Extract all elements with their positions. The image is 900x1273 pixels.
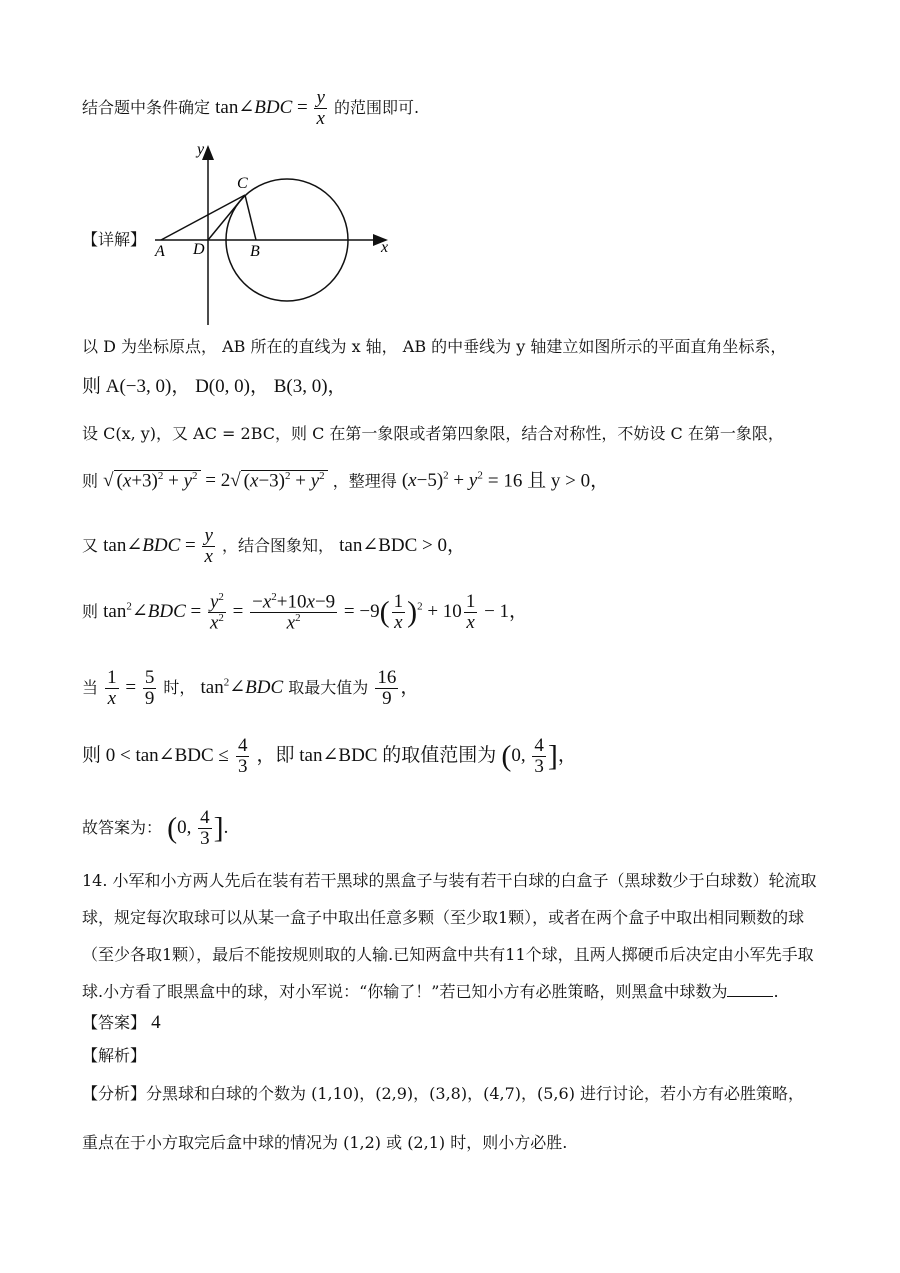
range-line: [82, 736, 577, 777]
answer-label: 【答案】: [82, 1013, 147, 1032]
answer-line: [82, 1013, 161, 1032]
range-bound: $\frac{4}{3}$: [237, 735, 248, 777]
answer-summary-line: [82, 808, 228, 849]
answer-interval: (0, $\frac{4}{3}$ ].: [167, 807, 229, 849]
geometry-figure: [145, 140, 405, 330]
intro-formula: tan∠BDC = $\frac{y}{x}$: [215, 87, 325, 129]
set-c-line: 设 C(x, y)，又 AC = 2BC，则 C 在第一象限或者第四象限，结合对称性，不妨设 C 在第一象限，: [82, 424, 784, 443]
range-prefix: 则 0 < tan∠BDC ≤: [82, 744, 229, 766]
tan-prefix: 又: [82, 535, 99, 555]
max-value: $\frac{16}{9}$ ，: [377, 667, 420, 709]
sq-formula: $\tan^2\angle BDC$ = $\frac{y^2}{x^2}$ = $\frac{-x^2+10x-9}{x^2}$ = −9( $\frac{1}{x}$ )$^2$ + 10 $\frac{1}{x}$ − 1，: [103, 591, 529, 634]
when-line: [82, 668, 419, 709]
segment-ac: [161, 195, 245, 240]
intro-line: [82, 88, 419, 129]
analysis-text-1: 分黑球和白球的个数为 (1,10)，(2,9)，(3,8)，(4,7)，(5,6) 进行讨论，若小方有必胜策略，: [146, 1084, 805, 1103]
analysis-sub-label: 【分析】: [82, 1084, 147, 1103]
q14-end: .: [773, 982, 779, 1001]
intro-prefix: 结合题中条件确定: [82, 97, 211, 117]
answer-blank: [727, 996, 773, 997]
tan-squared-line: [82, 592, 528, 634]
tan-formula: tan∠BDC = $\frac{y}{x}$: [103, 525, 213, 567]
label-c: C: [237, 175, 248, 192]
label-d: D: [193, 241, 205, 258]
analysis-label: 【解析】: [82, 1046, 147, 1065]
analysis-line-1: [82, 1086, 804, 1102]
label-x: x: [381, 239, 389, 256]
eq-prefix: 则: [82, 471, 99, 491]
answer-prefix: 故答案为：: [82, 817, 163, 837]
label-a: A: [155, 243, 165, 260]
when-prefix: 当: [82, 677, 99, 697]
eq-mid: ，整理得: [332, 471, 397, 491]
eq-tail: = 16 且 y > 0，: [487, 470, 610, 492]
points-line: 则 A(−3, 0)， D(0, 0)， B(3, 0)，: [82, 376, 347, 397]
answer-value: 4: [151, 1012, 161, 1033]
question-14: [82, 862, 822, 1010]
label-y: y: [197, 141, 205, 158]
sq-prefix: 则: [82, 602, 99, 622]
eq-result: $(x-5)^2 + y^2$: [401, 470, 483, 492]
tan-tail: tan∠BDC > 0，: [339, 534, 467, 556]
analysis-line-2: 重点在于小方取完后盒中球的情况为 (1,2) 或 (2,1) 时，则小方必胜.: [82, 1133, 568, 1152]
when-tan: $\tan^2\angle BDC$: [200, 676, 284, 698]
when-mid: 时，: [163, 677, 196, 697]
label-b: B: [250, 243, 260, 260]
range-mid: ，即 tan∠BDC 的取值范围为: [256, 744, 497, 766]
range-interval: (0, $\frac{4}{3}$ ]，: [501, 735, 577, 777]
tan-mid: ，结合图象知，: [222, 535, 335, 555]
when-formula: $\frac{1}{x}$ = $\frac{5}{9}$: [107, 667, 155, 709]
eq-formula: √ $(x+3)^2 + y^2 = 2√$ $(x-3)^2 + y^2$: [103, 470, 328, 491]
q14-text: 14. 小军和小方两人先后在装有若干黑球的黑盒子与装有若干白球的白盒子（黑球数少于白球数）轮流取球，规定每次取球可以从某一盒子中取出任意多颗（至少取1颗），或者在两个盒子中取出相同颗数的球（至少各取1颗），最后不能按规则取的人输.已知两盒中共有11个球，且两人掷硬币后决定由小军先手取球.小方看了眼黑盒中的球，对小军说：“你输了！”若已知小方有必胜策略，则黑盒中球数为: [82, 871, 817, 1001]
equation-line: [82, 470, 609, 490]
when-tail: 取最大值为: [288, 677, 369, 697]
tan-line: [82, 526, 466, 567]
intro-suffix: 的范围即可.: [334, 97, 420, 117]
coord-line: 以 D 为坐标原点， AB 所在的直线为 x 轴， AB 的中垂线为 y 轴建立如图所示的平面直角坐标系，: [82, 337, 787, 356]
segment-bc: [245, 195, 256, 240]
detail-label: 【详解】: [82, 230, 147, 249]
